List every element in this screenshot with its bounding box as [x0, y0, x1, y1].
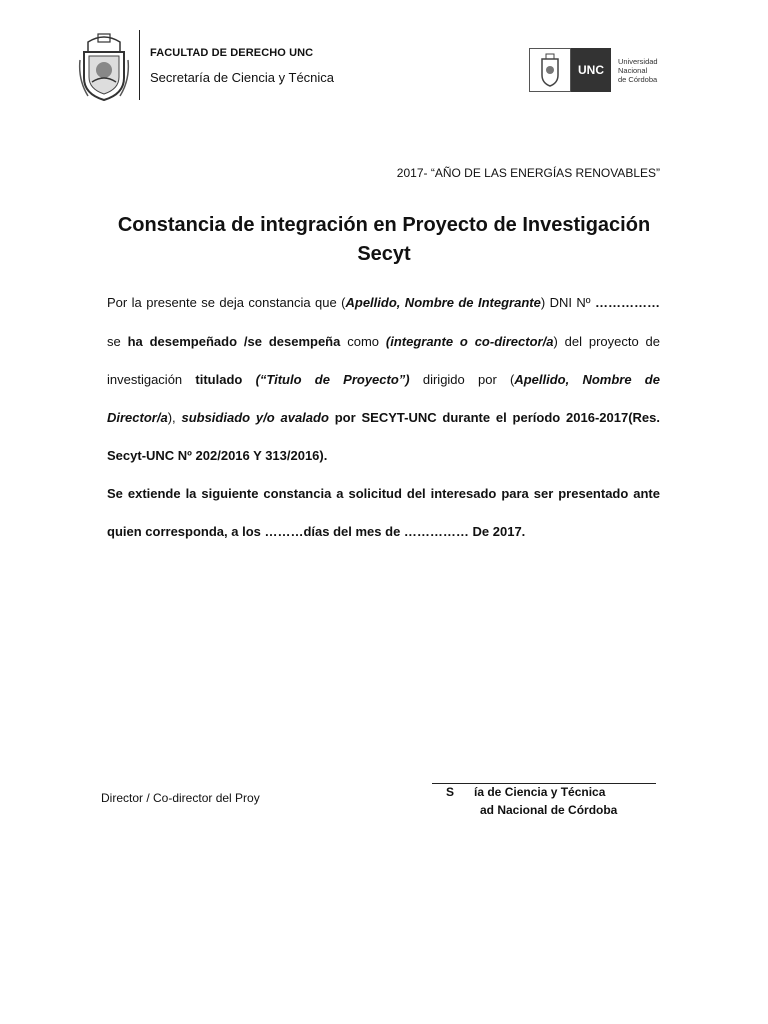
secretariat-name: Secretaría de Ciencia y Técnica: [150, 70, 335, 85]
director-signature-label: Director / Co-director del Proy: [101, 791, 260, 805]
secretariat-signature-label-2: ad Nacional de Córdoba: [480, 803, 618, 817]
secretariat-signature-label-1: S ía de Ciencia y Técnica: [446, 785, 606, 799]
unc-logo: [529, 48, 669, 92]
faculty-name: FACULTAD DE DERECHO UNC: [150, 47, 314, 59]
body-line-3: investigación titulado (“Titulo de Proyecto”) dirigido por (Apellido, Nombre de: [107, 372, 660, 387]
body-line-2: se ha desempeñado /se desempeña como (integrante o co-director/a) del proyecto de: [107, 334, 661, 349]
document-title-line2: Secyt: [357, 243, 411, 265]
unc-abbr: UNC: [571, 48, 611, 92]
unc-full-name: Universidad Nacional de Córdoba: [618, 57, 658, 84]
university-crest-icon: [78, 30, 130, 104]
body-line-7: quien corresponda, a los ………días del mes de …………… De 2017.: [107, 524, 526, 539]
unc-shield-icon: [529, 48, 571, 92]
body-line-6: Se extiende la siguiente constancia a solicitud del interesado para ser presentado ante: [107, 486, 660, 501]
signature-line: [432, 783, 656, 784]
body-line-4: Director/a), subsidiado y/o avalado por SECYT-UNC durante el período 2016-2017(Res.: [107, 410, 660, 425]
header-divider: [139, 30, 140, 100]
year-motto: 2017- “AÑO DE LAS ENERGÍAS RENOVABLES”: [396, 166, 660, 180]
body-line-1: Por la presente se deja constancia que (Apellido, Nombre de Integrante) DNI Nº ……………: [107, 295, 660, 310]
document-title-line1: Constancia de integración en Proyecto de Investigación: [117, 214, 651, 236]
body-line-5: Secyt-UNC Nº 202/2016 Y 313/2016).: [107, 448, 328, 463]
